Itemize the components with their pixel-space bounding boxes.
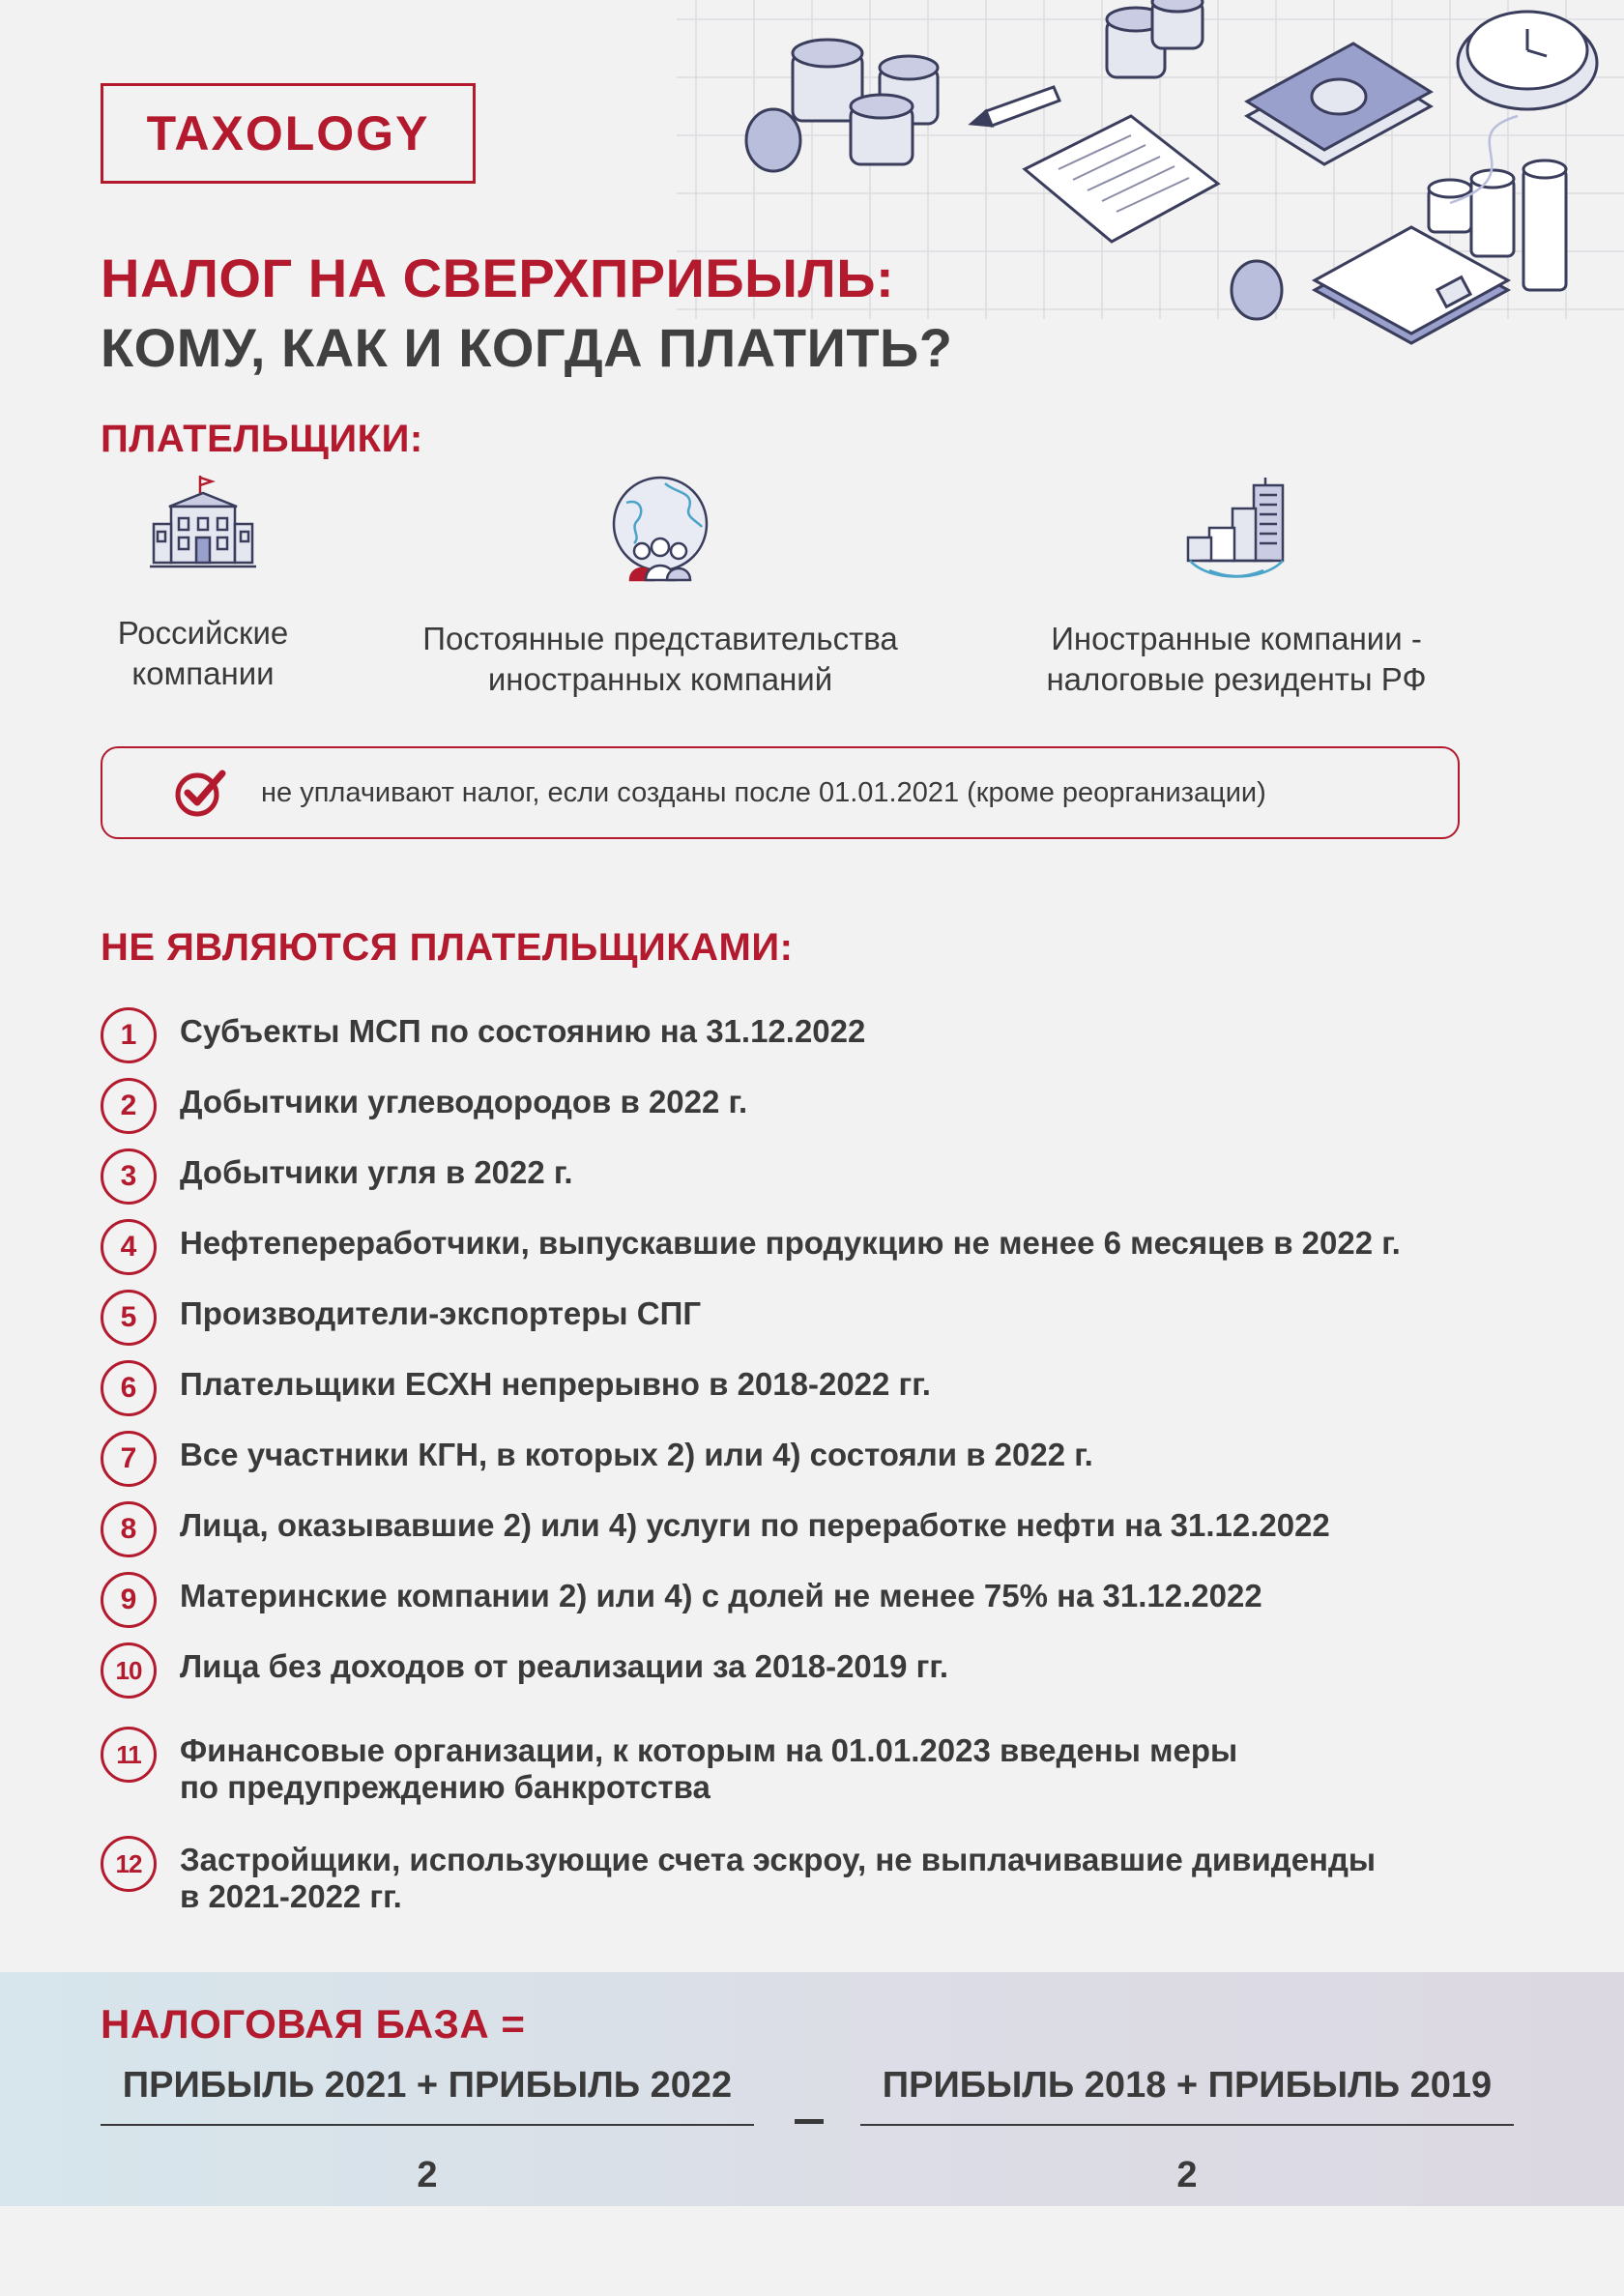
item-number: 5 — [101, 1290, 157, 1346]
left-numerator: ПРИБЫЛЬ 2021 + ПРИБЫЛЬ 2022 — [101, 2065, 754, 2126]
item-number: 6 — [101, 1360, 157, 1416]
item-number: 12 — [101, 1836, 157, 1892]
right-numerator: ПРИБЫЛЬ 2018 + ПРИБЫЛЬ 2019 — [860, 2065, 1514, 2126]
money-stack-icon — [1247, 44, 1431, 164]
title-line-1: НАЛОГ НА СВЕРХПРИБЫЛЬ: — [101, 247, 895, 308]
item-text: Производители-экспортеры СПГ — [180, 1295, 702, 1331]
city-globe-icon — [1180, 474, 1292, 586]
item-text: Все участники КГН, в которых 2) или 4) состояли в 2022 г. — [180, 1437, 1093, 1472]
item-text: Застройщики, использующие счета эскроу, не выплачивавшие дивиденды в 2021-2022 гг. — [180, 1842, 1377, 1914]
page-title — [101, 244, 953, 383]
minus-sign — [795, 2119, 824, 2124]
list-item — [101, 1148, 573, 1205]
list-item — [101, 1431, 1093, 1487]
item-text: Лица без доходов от реализации за 2018-2019 гг. — [180, 1648, 949, 1684]
list-item — [101, 1836, 1376, 1915]
payer-label: Российские компании — [117, 615, 289, 691]
payer-label: Постоянные представительства иностранных компаний — [422, 621, 898, 697]
government-building-icon — [150, 474, 256, 580]
left-denominator: 2 — [417, 2155, 438, 2195]
item-text: Плательщики ЕСХН непрерывно в 2018-2022 гг. — [180, 1366, 931, 1402]
exception-note-text: не уплачивают налог, если созданы после 01.01.2021 (кроме реорганизации) — [261, 776, 1266, 808]
globe-people-icon — [607, 474, 713, 586]
item-number: 9 — [101, 1572, 157, 1628]
pencil-icon — [972, 87, 1059, 126]
item-number: 3 — [101, 1148, 157, 1205]
list-item — [101, 1642, 948, 1699]
clock-icon — [1458, 12, 1597, 109]
item-text: Добытчики углеводородов в 2022 г. — [180, 1084, 748, 1119]
right-denominator: 2 — [1176, 2155, 1198, 2195]
tax-base-formula — [0, 1972, 1624, 2206]
payer-foreign-residents — [1011, 474, 1462, 700]
exception-note — [101, 746, 1460, 839]
payer-russian-companies — [101, 474, 305, 694]
right-fraction — [860, 2065, 1514, 2196]
taxology-logo: TAXOLOGY — [101, 83, 476, 184]
item-text: Материнские компании 2) или 4) с долей не менее 75% на 31.12.2022 — [180, 1578, 1262, 1613]
list-item — [101, 1219, 1401, 1275]
list-item — [101, 1078, 747, 1134]
item-number: 1 — [101, 1007, 157, 1063]
item-text: Финансовые организации, к которым на 01.01.2023 введены меры по предупреждению банкротства — [180, 1732, 1238, 1805]
non-payers-heading: НЕ ЯВЛЯЮТСЯ ПЛАТЕЛЬЩИКАМИ: — [101, 926, 794, 969]
left-fraction — [101, 2065, 754, 2196]
item-text: Субъекты МСП по состоянию на 31.12.2022 — [180, 1013, 866, 1049]
item-number: 10 — [101, 1642, 157, 1699]
list-item — [101, 1501, 1330, 1557]
title-line-2: КОМУ, КАК И КОГДА ПЛАТИТЬ? — [101, 317, 953, 378]
item-number: 8 — [101, 1501, 157, 1557]
item-text: Нефтепереработчики, выпускавшие продукцию не менее 6 месяцев в 2022 г. — [180, 1225, 1401, 1261]
item-number: 7 — [101, 1431, 157, 1487]
list-item — [101, 1727, 1237, 1806]
payer-foreign-representatives — [387, 474, 934, 700]
list-item — [101, 1572, 1262, 1628]
list-item — [101, 1360, 931, 1416]
list-item — [101, 1290, 701, 1346]
list-item — [101, 1007, 865, 1063]
payers-heading: ПЛАТЕЛЬЩИКИ: — [101, 418, 423, 460]
tax-base-title: НАЛОГОВАЯ БАЗА = — [101, 2001, 526, 2047]
checkmark-circle-icon — [172, 766, 226, 820]
item-text: Лица, оказывавшие 2) или 4) услуги по переработке нефти на 31.12.2022 — [180, 1507, 1330, 1543]
payer-label: Иностранные компании - налоговые резиденты РФ — [1046, 621, 1427, 697]
item-number: 2 — [101, 1078, 157, 1134]
item-text: Добытчики угля в 2022 г. — [180, 1154, 573, 1190]
item-number: 11 — [101, 1727, 157, 1783]
item-number: 4 — [101, 1219, 157, 1275]
